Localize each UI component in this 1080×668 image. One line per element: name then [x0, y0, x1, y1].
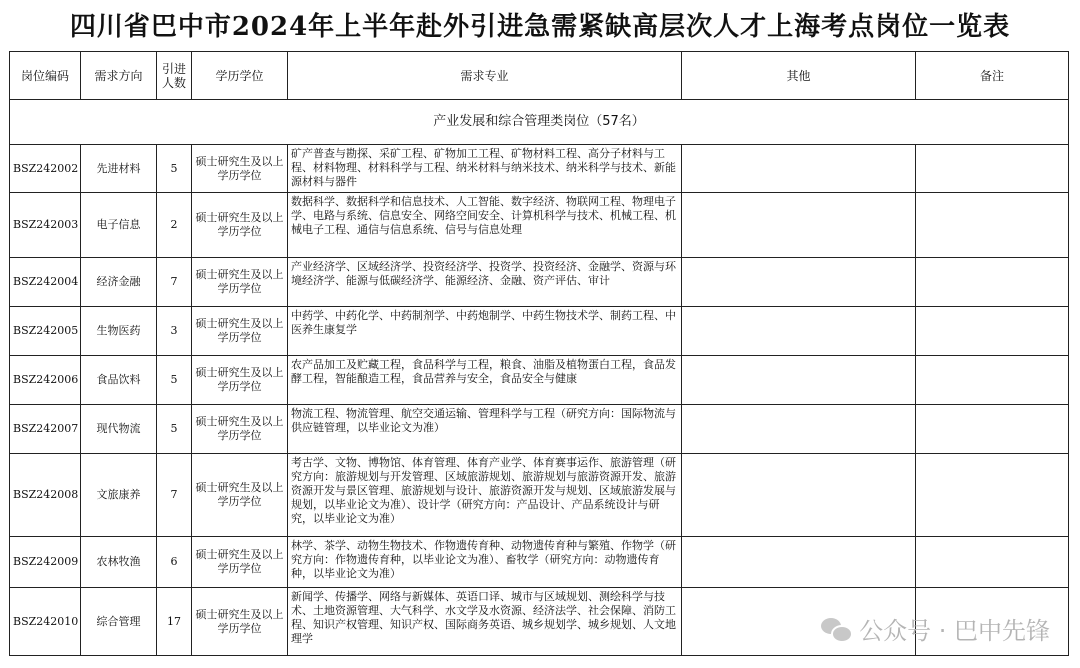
required-majors: 数据科学、数据科学和信息技术、人工智能、数字经济、物联网工程、物理电子学、电路与系统、信息安全、网络空间安全、计算机科学与技术、机械工程、机械电子工程、通信与信息系统、信号与信息处理	[288, 193, 682, 258]
note-cell	[916, 405, 1069, 454]
note-cell	[916, 356, 1069, 405]
watermark-text: 公众号 · 巴中先锋	[859, 617, 1050, 645]
degree-requirement: 硕士研究生及以上学历学位	[192, 356, 288, 405]
other-cell	[682, 193, 916, 258]
required-majors: 考古学、文物、博物馆、体育管理、体育产业学、体育赛事运作、旅游管理（研究方向：旅游规划与开发管理、区域旅游规划、旅游规划与旅游资源开发、旅游资源开发与景区管理、旅游规划与设计、旅游资源开发与规划、区域旅游发展与规划，以毕业论文为准）、设计学（研究方向：产品设计、产品系统设计与研究，以毕业论文为准）	[288, 454, 682, 537]
table-row	[10, 258, 1069, 307]
required-majors: 矿产普查与勘探、采矿工程、矿物加工工程、矿物材料工程、高分子材料与工程、材料物理、材料科学与工程、纳米材料与纳米技术、纳米科学与技术、新能源材料与器件	[288, 145, 682, 193]
position-code: BSZ242003	[10, 193, 81, 258]
hire-count: 7	[157, 454, 192, 537]
header-direction: 需求方向	[81, 52, 157, 100]
demand-direction: 先进材料	[81, 145, 157, 193]
required-majors: 农产品加工及贮藏工程，食品科学与工程，粮食、油脂及植物蛋白工程，食品发酵工程，智能酿造工程，食品营养与安全，食品安全与健康	[288, 356, 682, 405]
position-code: BSZ242009	[10, 537, 81, 588]
header-major: 需求专业	[288, 52, 682, 100]
demand-direction: 食品饮料	[81, 356, 157, 405]
hire-count: 3	[157, 307, 192, 356]
demand-direction: 电子信息	[81, 193, 157, 258]
table-row	[10, 356, 1069, 405]
demand-direction: 现代物流	[81, 405, 157, 454]
required-majors: 中药学、中药化学、中药制剂学、中药炮制学、中药生物技术学、制药工程、中医养生康复学	[288, 307, 682, 356]
degree-requirement: 硕士研究生及以上学历学位	[192, 145, 288, 193]
position-code: BSZ242002	[10, 145, 81, 193]
other-cell	[682, 454, 916, 537]
required-majors: 林学、茶学、动物生物技术、作物遗传育种、动物遗传育种与繁殖、作物学（研究方向：作物遗传育种，以毕业论文为准）、畜牧学（研究方向：动物遗传育种，以毕业论文为准）	[288, 537, 682, 588]
degree-requirement: 硕士研究生及以上学历学位	[192, 307, 288, 356]
hire-count: 5	[157, 405, 192, 454]
other-cell	[682, 356, 916, 405]
note-cell	[916, 537, 1069, 588]
demand-direction: 文旅康养	[81, 454, 157, 537]
table-row	[10, 405, 1069, 454]
position-code: BSZ242008	[10, 454, 81, 537]
hire-count: 2	[157, 193, 192, 258]
table-row	[10, 193, 1069, 258]
hire-count: 17	[157, 588, 192, 656]
note-cell	[916, 145, 1069, 193]
position-code: BSZ242005	[10, 307, 81, 356]
header-row	[10, 52, 1069, 100]
degree-requirement: 硕士研究生及以上学历学位	[192, 454, 288, 537]
position-code: BSZ242007	[10, 405, 81, 454]
degree-requirement: 硕士研究生及以上学历学位	[192, 193, 288, 258]
demand-direction: 农林牧渔	[81, 537, 157, 588]
other-cell	[682, 405, 916, 454]
other-cell	[682, 145, 916, 193]
required-majors: 产业经济学、区域经济学、投资经济学、投资学、投资经济、金融学、资源与环境经济学、能源与低碳经济学、能源经济、金融、资产评估、审计	[288, 258, 682, 307]
position-code: BSZ242006	[10, 356, 81, 405]
header-count: 引进人数	[157, 52, 192, 100]
degree-requirement: 硕士研究生及以上学历学位	[192, 258, 288, 307]
note-cell	[916, 258, 1069, 307]
position-code: BSZ242004	[10, 258, 81, 307]
table-row	[10, 537, 1069, 588]
hire-count: 6	[157, 537, 192, 588]
degree-requirement: 硕士研究生及以上学历学位	[192, 537, 288, 588]
header-note: 备注	[916, 52, 1069, 100]
demand-direction: 生物医药	[81, 307, 157, 356]
header-degree: 学历学位	[192, 52, 288, 100]
table-row	[10, 145, 1069, 193]
header-code: 岗位编码	[10, 52, 81, 100]
hire-count: 5	[157, 356, 192, 405]
other-cell	[682, 258, 916, 307]
positions-table	[9, 51, 1069, 656]
hire-count: 5	[157, 145, 192, 193]
note-cell	[916, 454, 1069, 537]
degree-requirement: 硕士研究生及以上学历学位	[192, 588, 288, 656]
watermark	[821, 611, 1050, 646]
required-majors: 新闻学、传播学、网络与新媒体、英语口译、城市与区域规划、测绘科学与技术、土地资源管理、大气科学、水文学及水资源、经济法学、社会保障、消防工程、知识产权管理、知识产权、国际商务英语、城乡规划学、城乡规划、人文地理学	[288, 588, 682, 656]
required-majors: 物流工程、物流管理、航空交通运输、管理科学与工程（研究方向：国际物流与供应链管理，以毕业论文为准）	[288, 405, 682, 454]
table-row	[10, 454, 1069, 537]
hire-count: 7	[157, 258, 192, 307]
header-other: 其他	[682, 52, 916, 100]
position-code: BSZ242010	[10, 588, 81, 656]
page-title: 四川省巴中市2024年上半年赴外引进急需紧缺高层次人才上海考点岗位一览表	[69, 12, 1011, 42]
table-row	[10, 307, 1069, 356]
degree-requirement: 硕士研究生及以上学历学位	[192, 405, 288, 454]
category-title: 产业发展和综合管理类岗位（57名）	[10, 100, 1069, 145]
other-cell	[682, 307, 916, 356]
wechat-icon	[821, 616, 851, 642]
category-row	[10, 100, 1069, 145]
note-cell	[916, 307, 1069, 356]
other-cell	[682, 537, 916, 588]
note-cell	[916, 193, 1069, 258]
demand-direction: 经济金融	[81, 258, 157, 307]
demand-direction: 综合管理	[81, 588, 157, 656]
